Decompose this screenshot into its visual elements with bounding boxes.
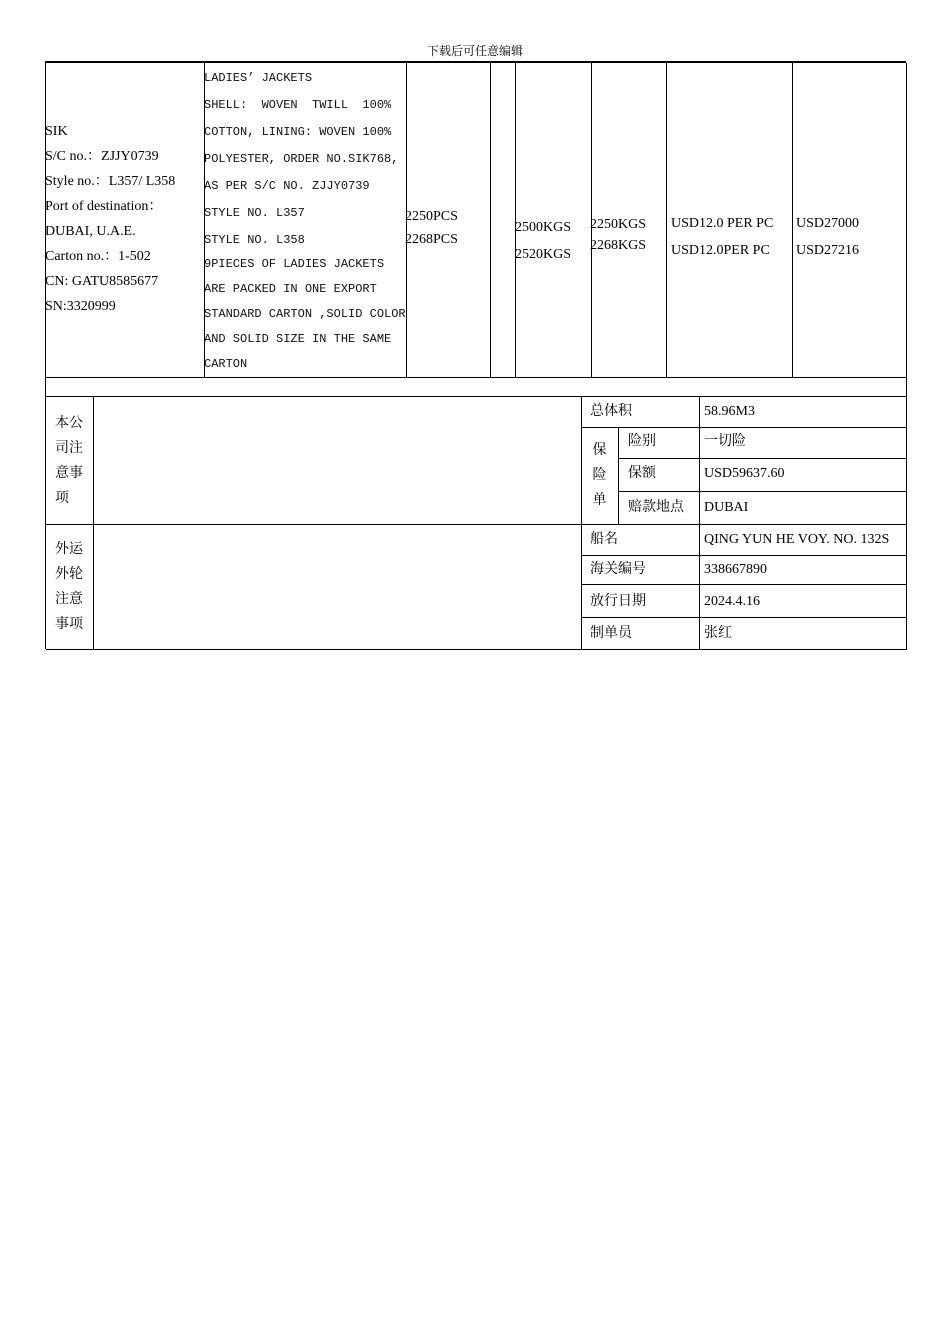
vessel-value: QING YUN HE VOY. NO. 132S bbox=[704, 532, 890, 547]
desc-line: SHELL: WOVEN TWILL 100% bbox=[204, 98, 392, 112]
marks-line: SIK bbox=[45, 124, 68, 139]
desc-line: AS PER S/C NO. ZJJY0739 bbox=[204, 179, 370, 193]
shipping-marks bbox=[45, 119, 175, 319]
desc-line: LADIES’ JACKETS bbox=[204, 71, 313, 85]
preparer-label: 制单员 bbox=[590, 626, 632, 641]
shipping-notes-label bbox=[45, 537, 93, 637]
marks-line: Style no.：L357/ L358 bbox=[45, 174, 176, 189]
customs-no-label: 海关编号 bbox=[590, 562, 646, 577]
desc-line: AND SOLID SIZE IN THE SAME bbox=[204, 332, 392, 346]
quantity-values bbox=[405, 205, 458, 251]
claim-place-value: DUBAI bbox=[704, 500, 749, 515]
release-date-value: 2024.4.16 bbox=[704, 594, 760, 609]
net-weight-values bbox=[590, 214, 646, 256]
desc-line: STANDARD CARTON ,SOLID COLOR bbox=[204, 307, 406, 321]
desc-line: STYLE NO. L358 bbox=[204, 233, 305, 247]
desc-line: POLYESTER, ORDER NO.SIK768, bbox=[204, 152, 399, 166]
ins-type-label: 险别 bbox=[628, 434, 656, 449]
amount-values bbox=[796, 210, 859, 264]
ins-amount-label: 保额 bbox=[628, 466, 656, 481]
company-notes-content-cell bbox=[94, 397, 582, 525]
gross-weight-values bbox=[515, 214, 571, 268]
notes-table bbox=[45, 396, 906, 649]
unit-price-line: USD12.0PER PC bbox=[671, 243, 770, 258]
unit-price-line: USD12.0 PER PC bbox=[671, 216, 774, 231]
label-line: 注意 bbox=[55, 592, 83, 607]
net-weight-line: 2250KGS bbox=[590, 217, 647, 232]
customs-no-value: 338667890 bbox=[704, 562, 767, 577]
marks-line: S/C no.：ZJJY0739 bbox=[45, 149, 159, 164]
desc-line: STYLE NO. L357 bbox=[204, 206, 305, 220]
total-volume-label: 总体积 bbox=[590, 404, 632, 419]
vessel-label: 船名 bbox=[590, 532, 618, 547]
claim-place-label: 赔款地点 bbox=[628, 500, 684, 515]
desc-line: ARE PACKED IN ONE EXPORT bbox=[204, 282, 377, 296]
label-line: 司注 bbox=[55, 441, 83, 456]
preparer-value: 张红 bbox=[704, 626, 732, 641]
shipping-notes-content-cell bbox=[94, 525, 582, 650]
label-line: 项 bbox=[55, 491, 69, 506]
amount-line: USD27216 bbox=[796, 243, 860, 258]
ins-type-value: 一切险 bbox=[704, 434, 746, 449]
label-line: 保 bbox=[592, 443, 607, 458]
marks-line: SN:3320999 bbox=[45, 299, 116, 314]
label-line: 本公 bbox=[55, 416, 83, 431]
amount-line: USD27000 bbox=[796, 216, 860, 231]
header-note: 下载后可任意编辑 bbox=[426, 44, 523, 58]
spacer-row bbox=[46, 378, 907, 397]
gross-weight-line: 2520KGS bbox=[515, 247, 572, 262]
marks-line: Port of destination： bbox=[45, 199, 163, 214]
company-notes-label bbox=[45, 411, 93, 511]
ins-amount-value: USD59637.60 bbox=[704, 466, 785, 481]
marks-line: CN: GATU8585677 bbox=[45, 274, 159, 289]
desc-line: CARTON bbox=[204, 357, 248, 371]
quantity-line: 2250PCS bbox=[405, 209, 458, 224]
net-weight-line: 2268KGS bbox=[590, 238, 647, 253]
label-line: 意事 bbox=[55, 466, 83, 481]
marks-line: DUBAI, U.A.E. bbox=[45, 224, 136, 239]
label-line: 事项 bbox=[55, 617, 83, 632]
blank-narrow-cell bbox=[491, 63, 516, 378]
desc-line: 9PIECES OF LADIES JACKETS bbox=[204, 257, 385, 271]
unit-price-values bbox=[671, 210, 773, 264]
desc-line: COTTON, LINING: WOVEN 100% bbox=[204, 125, 392, 139]
label-line: 单 bbox=[592, 493, 607, 508]
gross-weight-line: 2500KGS bbox=[515, 220, 572, 235]
quantity-line: 2268PCS bbox=[405, 232, 458, 247]
total-volume-value: 58.96M3 bbox=[704, 404, 755, 419]
label-line: 外运 bbox=[55, 542, 83, 557]
goods-description-top bbox=[204, 65, 398, 254]
release-date-label: 放行日期 bbox=[590, 594, 646, 609]
goods-description-bottom bbox=[204, 252, 406, 377]
label-line: 险 bbox=[592, 468, 607, 483]
label-line: 外轮 bbox=[55, 567, 83, 582]
marks-line: Carton no.：1-502 bbox=[45, 249, 151, 264]
insurance-label bbox=[581, 438, 618, 513]
